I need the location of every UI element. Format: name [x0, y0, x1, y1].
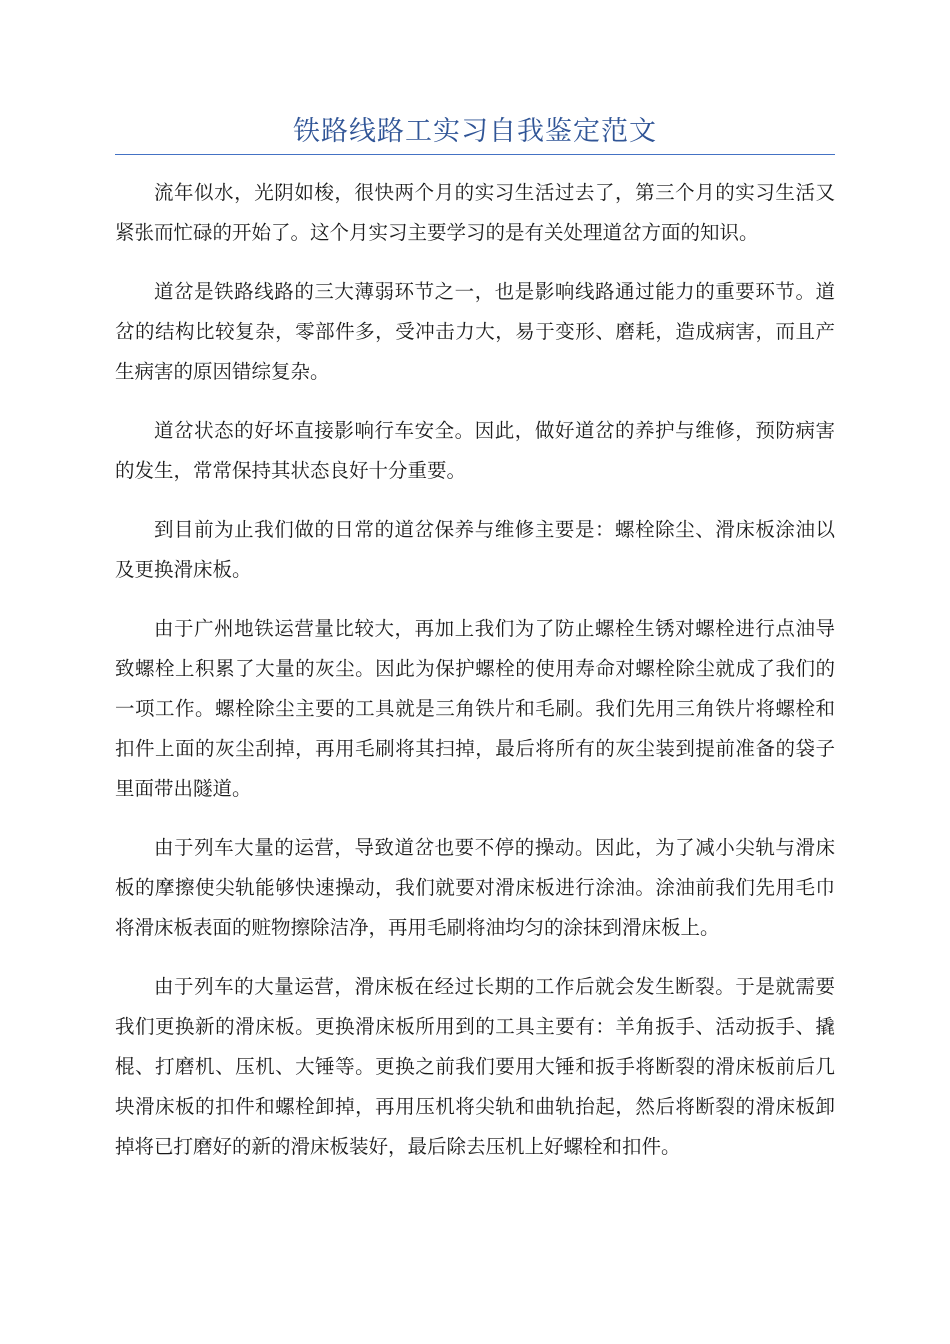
paragraph-2: 道岔是铁路线路的三大薄弱环节之一，也是影响线路通过能力的重要环节。道岔的结构比较复杂，零部件多，受冲击力大，易于变形、磨耗，造成病害，而且产生病害的原因错综复杂。	[115, 280, 835, 383]
paragraph-4: 到目前为止我们做的日常的道岔保养与维修主要是：螺栓除尘、滑床板涂油以及更换滑床板。	[115, 518, 835, 581]
paragraph-7: 由于列车的大量运营，滑床板在经过长期的工作后就会发生断裂。于是就需要我们更换新的滑床板。更换滑床板所用到的工具主要有：羊角扳手、活动扳手、撬棍、打磨机、压机、大锤等。更换之前我们要用大锤和扳手将断裂的滑床板前后几块滑床板的扣件和螺栓卸掉，再用压机将尖轨和曲轨抬起，然后将断裂的滑床板卸掉将已打磨好的新的滑床板装好，最后除去压机上好螺栓和扣件。	[115, 975, 835, 1158]
paragraph-1: 流年似水，光阴如梭，很快两个月的实习生活过去了，第三个月的实习生活又紧张而忙碌的开始了。这个月实习主要学习的是有关处理道岔方面的知识。	[115, 181, 835, 244]
paragraph-5: 由于广州地铁运营量比较大，再加上我们为了防止螺栓生锈对螺栓进行点油导致螺栓上积累了大量的灰尘。因此为保护螺栓的使用寿命对螺栓除尘就成了我们的一项工作。螺栓除尘主要的工具就是三角铁片和毛刷。我们先用三角铁片将螺栓和扣件上面的灰尘刮掉，再用毛刷将其扫掉，最后将所有的灰尘装到提前准备的袋子里面带出隧道。	[115, 617, 835, 800]
document-body	[115, 173, 835, 1186]
paragraph-3: 道岔状态的好坏直接影响行车安全。因此，做好道岔的养护与维修，预防病害的发生，常常保持其状态良好十分重要。	[115, 419, 835, 482]
document-title: 铁路线路工实习自我鉴定范文	[293, 116, 657, 147]
paragraph-6: 由于列车大量的运营，导致道岔也要不停的操动。因此，为了减小尖轨与滑床板的摩擦使尖轨能够快速操动，我们就要对滑床板进行涂油。涂油前我们先用毛巾将滑床板表面的赃物擦除洁净，再用毛刷将油均匀的涂抹到滑床板上。	[115, 836, 835, 939]
title-underline	[115, 154, 835, 155]
